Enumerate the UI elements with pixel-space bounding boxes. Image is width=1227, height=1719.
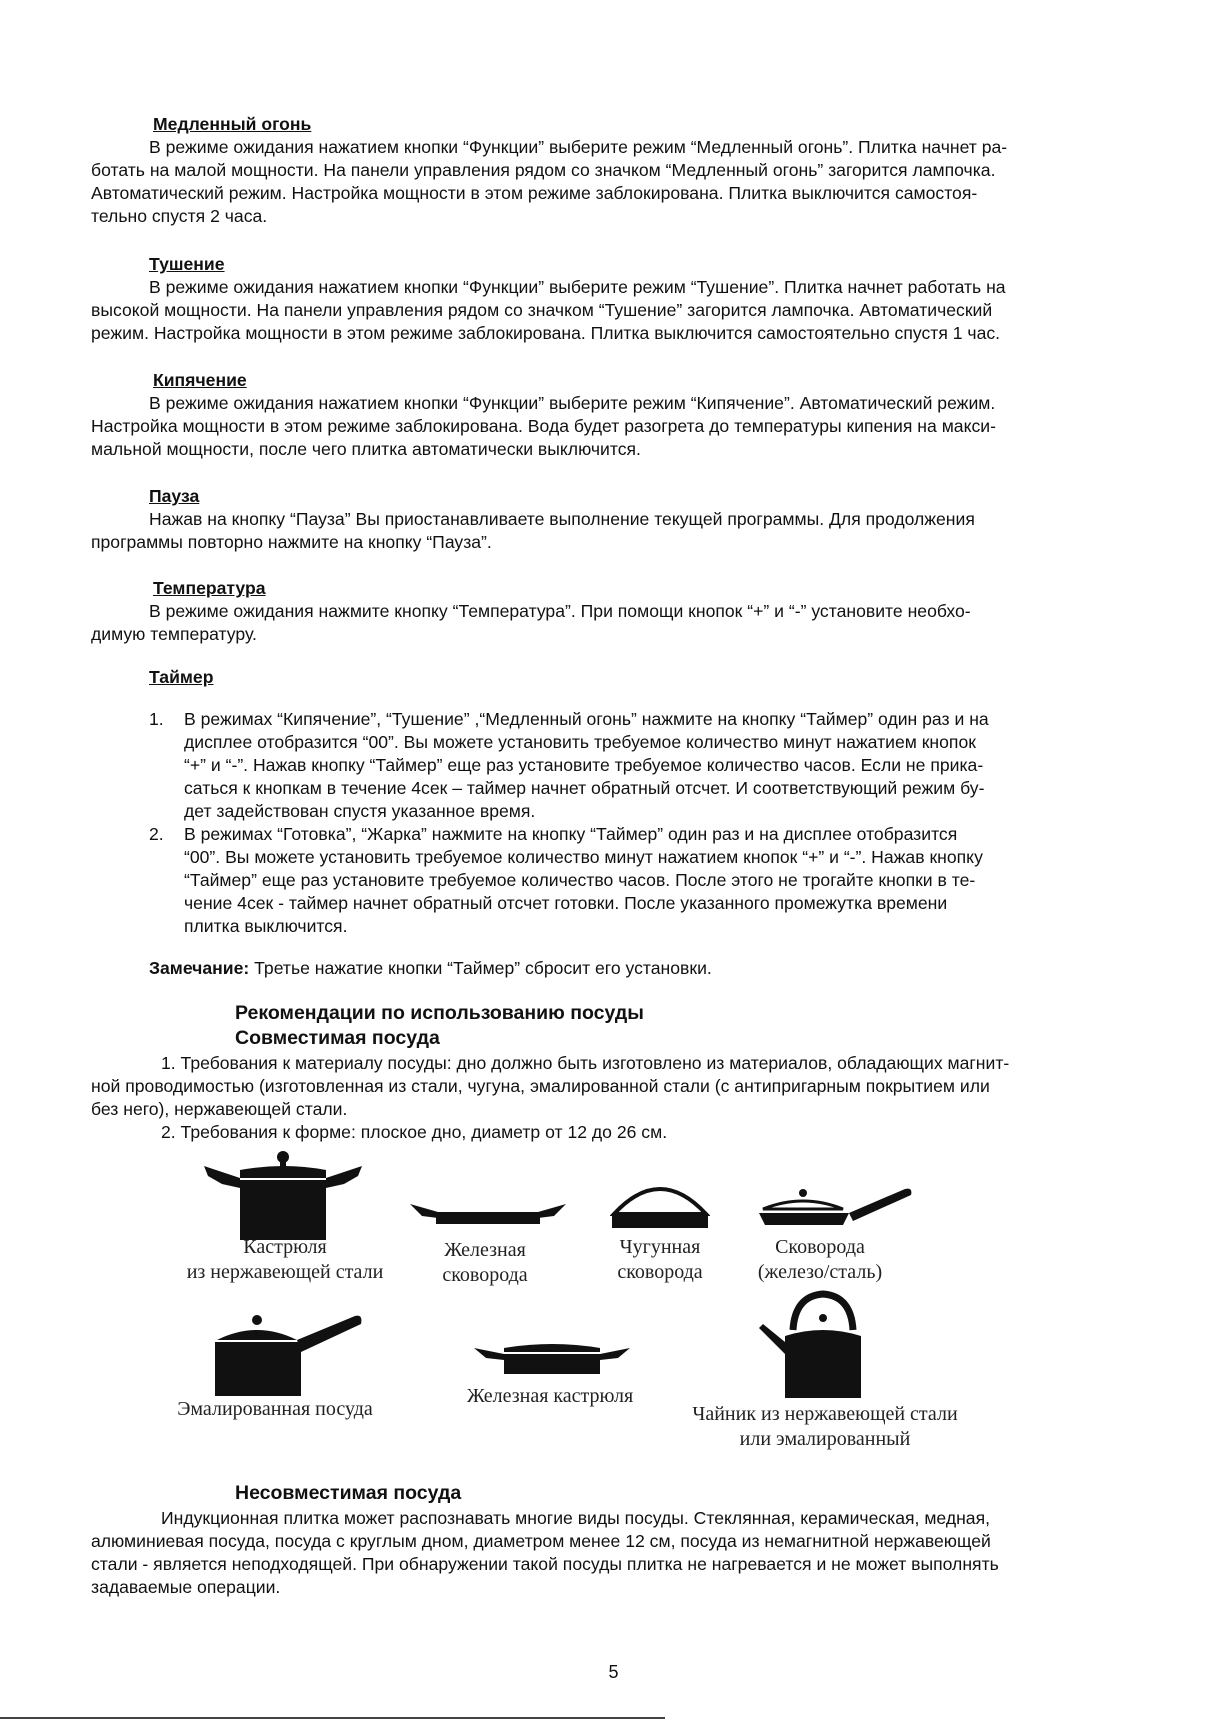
note-text: Третье нажатие кнопки “Таймер” сбросит его установки. (249, 958, 712, 978)
caption-frying-pan (745, 1235, 895, 1285)
caption-line: сковорода (442, 1264, 528, 1286)
section-boiling (91, 369, 1141, 461)
paragraph-line: тельно спустя 2 часа. (91, 206, 268, 226)
caption-cast-iron (600, 1235, 720, 1285)
page-number: 5 (608, 1662, 619, 1682)
section-pause (91, 485, 1141, 554)
list-line: саться к кнопкам в течение 4сек – таймер начнет обратный отсчет. И соответствующий режим бу- (184, 778, 985, 798)
list-line: “+” и “-”. Нажав кнопку “Таймер” еще раз установите требуемое количество часов. Если не прика- (184, 755, 984, 775)
caption-stainless-pot (170, 1235, 400, 1285)
paragraph-line: ной проводимостью (изготовленная из стали, чугуна, эмалированной стали (с антипригарным покрытием или (91, 1076, 990, 1096)
compatible-requirements (91, 1052, 1141, 1144)
caption-line: Кастрюля (243, 1236, 327, 1258)
caption-line: Железная кастрюля (466, 1385, 634, 1407)
paragraph-line: программы повторно нажмите на кнопку “Пауза”. (91, 532, 492, 552)
iron-pan-icon (408, 1198, 568, 1230)
caption-line: Железная (444, 1239, 526, 1261)
list-line: дисплее отобразится “00”. Вы можете установить требуемое количество минут нажатием кнопок (184, 732, 976, 752)
paragraph-line: 2. Требования к форме: плоское дно, диаметр от 12 до 26 см. (161, 1122, 668, 1142)
caption-line: сковорода (617, 1261, 703, 1283)
frying-pan-icon (755, 1183, 915, 1233)
section-title: Температура (153, 578, 266, 598)
paragraph-line: режим. Настройка мощности в этом режиме заблокирована. Плитка выключится самостоятельно спустя 1 час. (91, 323, 1001, 343)
list-line: дет задействован спустя указанное время. (184, 801, 536, 821)
incompatible-paragraph (91, 1507, 1141, 1599)
caption-iron-pot (440, 1384, 660, 1409)
section-title: Медленный огонь (153, 114, 312, 134)
paragraph-line: Индукционная плитка может распознавать многие виды посуды. Стеклянная, керамическая, медная, (161, 1508, 991, 1528)
list-number: 2. (149, 824, 164, 844)
caption-enamel (155, 1397, 395, 1422)
paragraph-line: стали - является неподходящей. При обнаружении такой посуды плитка не нагревается и не может выполнять (91, 1554, 999, 1574)
paragraph-line: задаваемые операции. (91, 1577, 281, 1597)
list-line: плитка выключится. (184, 916, 348, 936)
paragraph-line: Автоматический режим. Настройка мощности в этом режиме заблокирована. Плитка выключится самостоя- (91, 183, 978, 203)
cast-iron-pan-icon (610, 1178, 710, 1233)
section-title: Пауза (149, 486, 200, 506)
list-line: “Таймер” еще раз установите требуемое количество часов. После этого не трогайте кнопки в те- (184, 870, 976, 890)
section-temperature (91, 577, 1141, 646)
list-number: 1. (149, 709, 164, 729)
note-label: Замечание: (149, 958, 250, 978)
section-title: Кипячение (153, 370, 247, 390)
caption-iron-pan (410, 1238, 560, 1288)
section-slow-fire (91, 113, 1141, 228)
paragraph-line: ботать на малой мощности. На панели управления рядом со значком “Медленный огонь” загорится лампочка. (91, 160, 996, 180)
paragraph-line: В режиме ожидания нажмите кнопку “Температура”. При помощи кнопок “+” и “-” установите необхо- (149, 601, 971, 621)
caption-line: Сковорода (775, 1236, 865, 1258)
paragraph-line: высокой мощности. На панели управления рядом со значком “Тушение” загорится лампочка. Автоматический (91, 300, 993, 320)
kettle-icon (755, 1290, 885, 1400)
paragraph-line: В режиме ожидания нажатием кнопки “Функции” выберите режим “Медленный огонь”. Плитка начнет ра- (149, 137, 1008, 157)
paragraph-line: 1. Требования к материалу посуды: дно должно быть изготовлено из материалов, обладающих магнит- (161, 1053, 1010, 1073)
list-line: В режимах “Кипячение”, “Тушение” ,“Медленный огонь” нажмите на кнопку “Таймер” один раз и на (184, 709, 989, 729)
recommendations-heading: Рекомендации по использованию посуды (235, 1002, 644, 1024)
caption-kettle (665, 1402, 985, 1452)
stainless-pot-icon (200, 1148, 370, 1243)
caption-line: или эмалированный (739, 1428, 911, 1450)
iron-pot-icon (472, 1336, 632, 1376)
list-item (91, 708, 1141, 823)
paragraph-line: Нажав на кнопку “Пауза” Вы приостанавливаете выполнение текущей программы. Для продолжения (149, 509, 975, 529)
caption-line: Эмалированная посуда (177, 1398, 373, 1420)
section-stewing (91, 253, 1141, 345)
compatible-heading: Совместимая посуда (235, 1027, 440, 1049)
list-line: чение 4сек - таймер начнет обратный отсчет готовки. После указанного промежутка времени (184, 893, 948, 913)
paragraph-line: димую температуру. (91, 624, 257, 644)
paragraph-line: алюминиевая посуда, посуда с круглым дном, диаметром менее 12 см, посуда из немагнитной нержавеющей (91, 1531, 991, 1551)
section-timer (91, 666, 1141, 689)
caption-line: (железо/сталь) (757, 1261, 883, 1283)
paragraph-line: без него), нержавеющей стали. (91, 1099, 348, 1119)
enamel-saucepan-icon (205, 1310, 365, 1400)
caption-line: из нержавеющей стали (186, 1261, 384, 1283)
note (91, 957, 1141, 980)
list-item (91, 823, 1141, 938)
paragraph-line: Настройка мощности в этом режиме заблокирована. Вода будет разогрета до температуры кипения на макси- (91, 416, 996, 436)
list-line: “00”. Вы можете установить требуемое количество минут нажатием кнопок “+” и “-”. Нажав кнопку (184, 847, 983, 867)
timer-list (91, 708, 1141, 938)
incompatible-heading: Несовместимая посуда (235, 1482, 462, 1504)
list-line: В режимах “Готовка”, “Жарка” нажмите на кнопку “Таймер” один раз и на дисплее отобразится (184, 824, 958, 844)
caption-line: Чугунная (619, 1236, 701, 1258)
paragraph-line: мальной мощности, после чего плитка автоматически выключится. (91, 439, 641, 459)
section-title: Тушение (149, 254, 225, 274)
paragraph-line: В режиме ожидания нажатием кнопки “Функции” выберите режим “Тушение”. Плитка начнет работать на (149, 277, 1006, 297)
section-title: Таймер (149, 667, 214, 687)
caption-line: Чайник из нержавеющей стали (692, 1403, 958, 1425)
paragraph-line: В режиме ожидания нажатием кнопки “Функции” выберите режим “Кипячение”. Автоматический режим. (149, 393, 996, 413)
